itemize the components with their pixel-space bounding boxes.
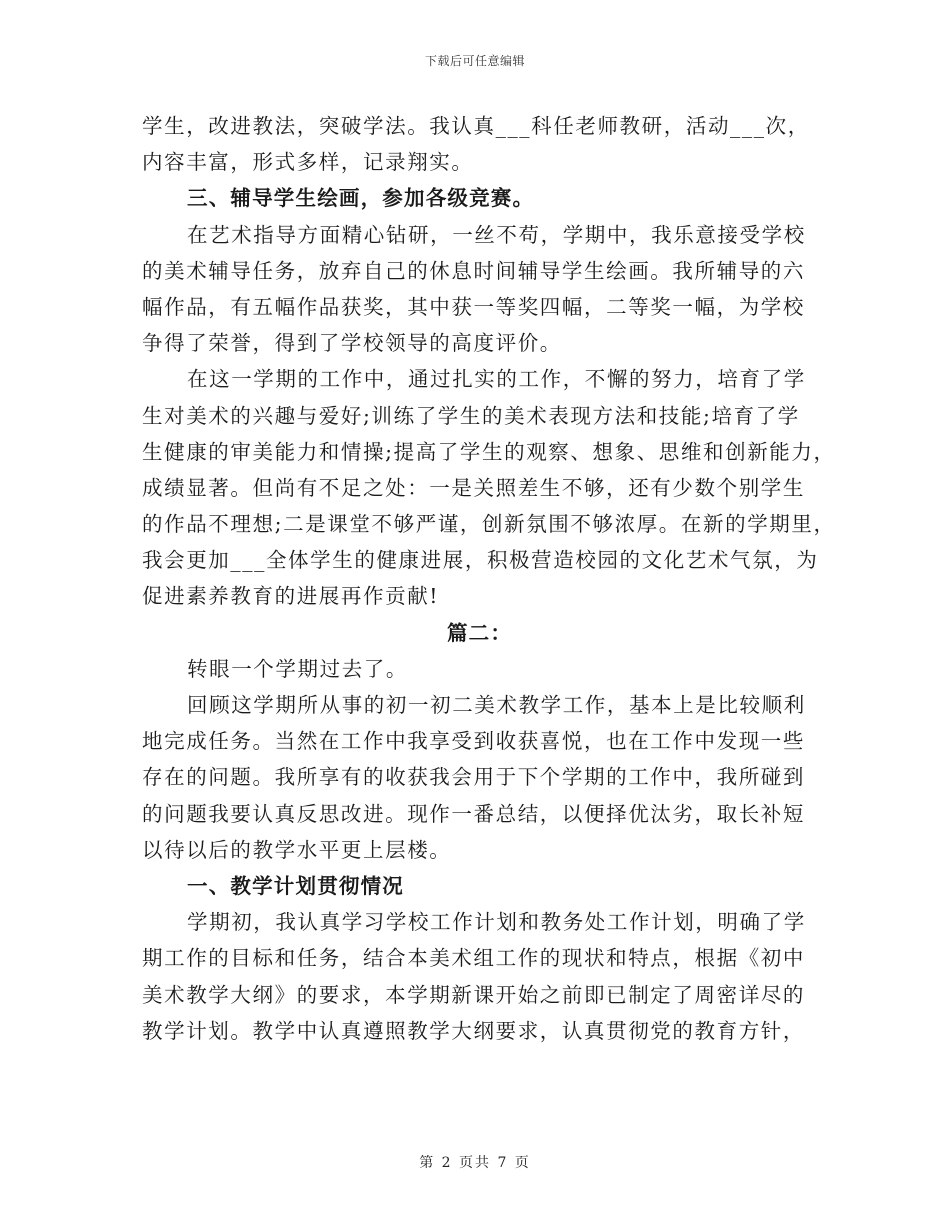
section-heading: 三、辅导学生绘画，参加各级竞赛。 [187,186,535,211]
page-number-footer: 第 2 页共 7 页 [419,1155,531,1171]
paragraph-start: 学期初，我认真学习学校工作计划和教务处工作计划，明确了学 [187,910,806,935]
section-heading: 一、教学计划贯彻情况 [187,873,404,898]
text-line: 美术教学大纲》的要求，本学期新课开始之前即已制定了周密详尽的 [142,982,805,1007]
text-line: 争得了荣誉，得到了学校领导的高度评价。 [142,331,562,356]
paragraph-start: 回顾这学期所从事的初一初二美术教学工作，基本上是比较顺利 [187,693,806,717]
part-title: 篇二： [446,620,513,645]
text-line: 以待以后的教学水平更上层楼。 [142,837,452,862]
paragraph-start: 转眼一个学期过去了。 [187,656,408,681]
text-line: 期工作的目标和任务，结合本美术组工作的现状和特点，根据《初中 [142,946,805,971]
text-line: 学生，改进教法，突破学法。我认真___科任老师教研，活动___次， [142,114,810,138]
text-line: 促进素养教育的进展再作贡献! [142,584,440,609]
text-line: 我会更加___全体学生的健康进展，积极营造校园的文化艺术气氛，为 [142,548,819,573]
text-line: 生健康的审美能力和情操;提高了学生的观察、想象、思维和创新能力， [142,439,836,464]
document-body [142,108,836,1049]
text-line: 的作品不理想;二是课堂不够严谨，创新氛围不够浓厚。在新的学期里， [142,512,836,537]
text-line: 内容丰富，形式多样，记录翔实。 [142,150,474,175]
paragraph-start: 在这一学期的工作中，通过扎实的工作，不懈的努力，培育了学 [187,367,806,392]
text-line: 地完成任务。当然在工作中我享受到收获喜悦，也在工作中发现一些 [142,729,805,754]
text-line: 的美术辅导任务，放弃自己的休息时间辅导学生绘画。我所辅导的六 [142,258,805,283]
paragraph-start: 在艺术指导方面精心钻研，一丝不苟，学期中，我乐意接受学校 [187,222,806,247]
text-line: 生对美术的兴趣与爱好;训练了学生的美术表现方法和技能;培育了学 [142,403,800,428]
text-line: 幅作品，有五幅作品获奖，其中获一等奖四幅，二等奖一幅，为学校 [142,294,805,319]
text-line: 成绩显著。但尚有不足之处：一是关照差生不够，还有少数个别学生 [142,475,805,500]
text-line: 教学计划。教学中认真遵照教学大纲要求，认真贯彻党的教育方针， [142,1018,805,1043]
text-line: 存在的问题。我所享有的收获我会用于下个学期的工作中，我所碰到 [142,765,805,790]
text-line: 的问题我要认真反思改进。现作一番总结，以便择优汰劣，取长补短 [142,801,805,826]
page-header: 下载后可任意编辑 [424,54,525,68]
